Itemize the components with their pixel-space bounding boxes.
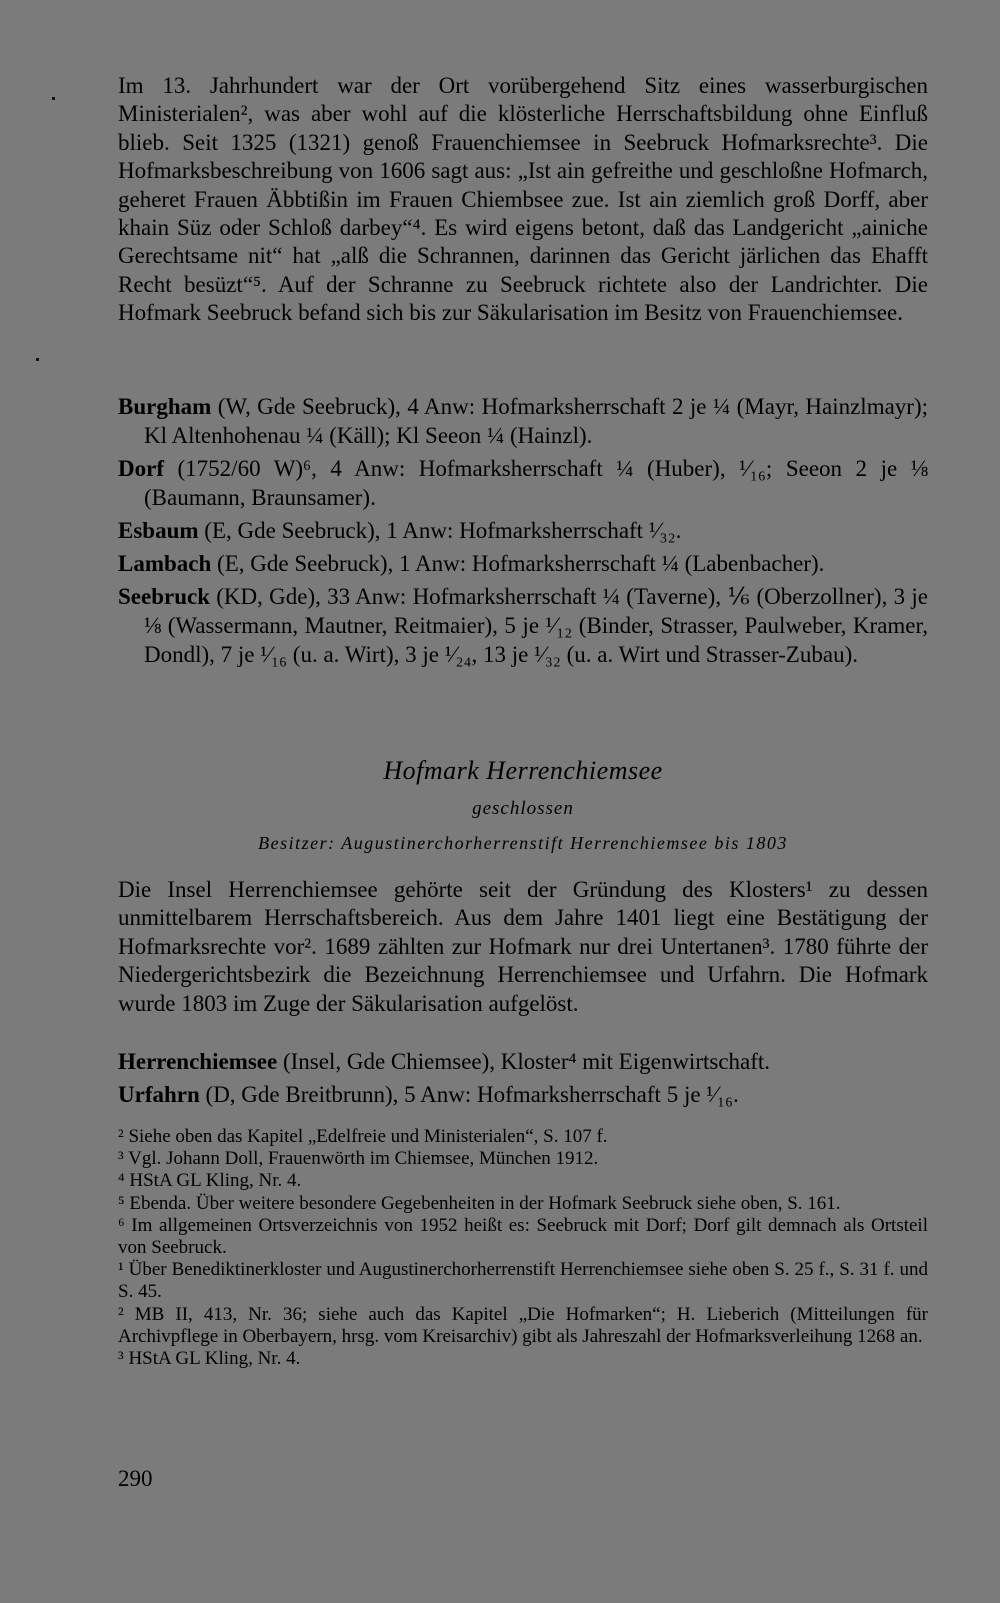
- entry-name: Dorf: [118, 456, 164, 481]
- footnotes: [118, 1126, 928, 1370]
- footnote: ⁵ Ebenda. Über weitere besondere Gegebenheiten in der Hofmark Seebruck siehe oben, S. 161.: [118, 1192, 841, 1214]
- intro-paragraph: Im 13. Jahrhundert war der Ort vorübergehend Sitz eines wasserburgischen Ministerialen², was aber wohl auf die klösterliche Herrschaftsbildung ohne Einfluß blieb. Seit 1325 (1321) genoß Frauenchiemsee in Seebruck Hofmarksrechte³. Die Hofmarksbeschreibung von 1606 sagt aus: „Ist ain gefreithe und geschloßne Hofmarch, geheret Frauen Äbbtißin im Frauen Chiembsee zue. Ist ain ziemlich groß Dorff, aber khain Süz oder Schloß darbey“⁴. Es wird eigens betont, daß das Landgericht „ainiche Gerechtsame nit“ hat „alß die Schrannen, darinnen das Gericht järlichen das Ehafft Recht besüzt“⁵. Auf der Schranne zu Seebruck richtete also der Landrichter. Die Hofmark Seebruck befand sich bis zur Säkularisation im Besitz von Frauenchiemsee.: [118, 73, 928, 326]
- footnote: ² MB II, 413, Nr. 36; siehe auch das Kapitel „Die Hofmarken“; H. Lieberich (Mitteilungen für Archivpflege in Oberbayern, hrsg. vom Kreisarchiv) gibt als Jahreszahl der Hofmarksverleihung 1268 an.: [118, 1303, 928, 1347]
- footnote: ² Siehe oben das Kapitel „Edelfreie und Ministerialen“, S. 107 f.: [118, 1126, 608, 1147]
- entry-text: (KD, Gde), 33 Anw: Hofmarksherrschaft ¼ (Taverne), ⅙ (Oberzollner), 3 je ⅛ (Wassermann, Mautner, Reitmaier), 5 je ¹⁄₁₂ (Binder, Strasser, Paulweber, Kramer, Dondl), 7 je ¹⁄₁₆ (u. a. Wirt), 3 je ¹⁄₂₄, 13 je ¹⁄₃₂ (u. a. Wirt und Strasser-Zubau).: [144, 584, 928, 667]
- entry-name: Burgham: [118, 394, 212, 419]
- section-owner-line: Besitzer: Augustinerchorherrenstift Herrenchiemsee bis 1803: [258, 833, 788, 853]
- entry-name: Esbaum: [118, 518, 199, 543]
- entry-lambach: [118, 549, 928, 578]
- footnote: ¹ Über Benediktinerkloster und Augustinerchorherrenstift Herrenchiemsee siehe oben S. 25 f., S. 31 f. und S. 45.: [118, 1259, 928, 1303]
- herrenchiemsee-paragraph: Die Insel Herrenchiemsee gehörte seit der Gründung des Klosters¹ zu dessen unmittelbarem Herrschaftsbereich. Aus dem Jahre 1401 liegt eine Bestätigung der Hofmarksrechte vor². 1689 zählten zur Hofmark nur drei Untertanen³. 1780 führte der Niedergerichtsbezirk die Bezeichnung Herrenchiemsee und Urfahrn. Die Hofmark wurde 1803 im Zuge der Säkularisation aufgelöst.: [118, 877, 928, 1016]
- entry-text: (1752/60 W)⁶, 4 Anw: Hofmarksherrschaft ¼ (Huber), ¹⁄₁₆; Seeon 2 je ⅛ (Baumann, Braunsamer).: [144, 456, 928, 510]
- speck-mark: [52, 97, 55, 100]
- entry-text: (D, Gde Breitbrunn), 5 Anw: Hofmarksherrschaft 5 je ¹⁄₁₆.: [199, 1082, 739, 1107]
- herrenchiemsee-paragraph-block: [118, 876, 928, 1018]
- entry-name: Lambach: [118, 551, 212, 576]
- footnote: ⁴ HStA GL Kling, Nr. 4.: [118, 1170, 302, 1192]
- place-entries-herrenchiemsee: [118, 1047, 928, 1109]
- entry-herrenchiemsee: [118, 1047, 928, 1076]
- footnote: ³ HStA GL Kling, Nr. 4.: [118, 1348, 301, 1370]
- entry-text: (W, Gde Seebruck), 4 Anw: Hofmarksherrschaft 2 je ¼ (Mayr, Hainzlmayr); Kl Altenhohenau ¼ (Käll); Kl Seeon ¼ (Hainzl).: [144, 394, 928, 448]
- entry-text: (E, Gde Seebruck), 1 Anw: Hofmarksherrschaft ¹⁄₃₂.: [198, 518, 682, 543]
- speck-mark: [36, 358, 39, 361]
- footnote: ⁶ Im allgemeinen Ortsverzeichnis von 1952 heißt es: Seebruck mit Dorf; Dorf gilt demnach als Ortsteil von Seebruck.: [118, 1214, 928, 1259]
- entry-name: Herrenchiemsee: [118, 1049, 278, 1074]
- entry-text: (Insel, Gde Chiemsee), Kloster⁴ mit Eigenwirtschaft.: [277, 1049, 771, 1074]
- entry-burgham: [118, 392, 928, 450]
- entry-name: Urfahrn: [118, 1082, 200, 1107]
- entry-urfahrn: [118, 1080, 928, 1109]
- entry-seebruck: [118, 582, 928, 669]
- section-title: Hofmark Herrenchiemsee: [383, 756, 663, 785]
- entry-esbaum: [118, 516, 928, 545]
- intro-paragraph-block: [118, 72, 928, 328]
- section-subtitle: geschlossen: [472, 798, 574, 819]
- entry-dorf: [118, 454, 928, 512]
- page-number: 290: [118, 1466, 153, 1491]
- footnote: ³ Vgl. Johann Doll, Frauenwörth im Chiemsee, München 1912.: [118, 1148, 599, 1170]
- place-entries-seebruck: [118, 392, 928, 669]
- entry-name: Seebruck: [118, 584, 210, 609]
- entry-text: (E, Gde Seebruck), 1 Anw: Hofmarksherrschaft ¼ (Labenbacher).: [211, 551, 825, 576]
